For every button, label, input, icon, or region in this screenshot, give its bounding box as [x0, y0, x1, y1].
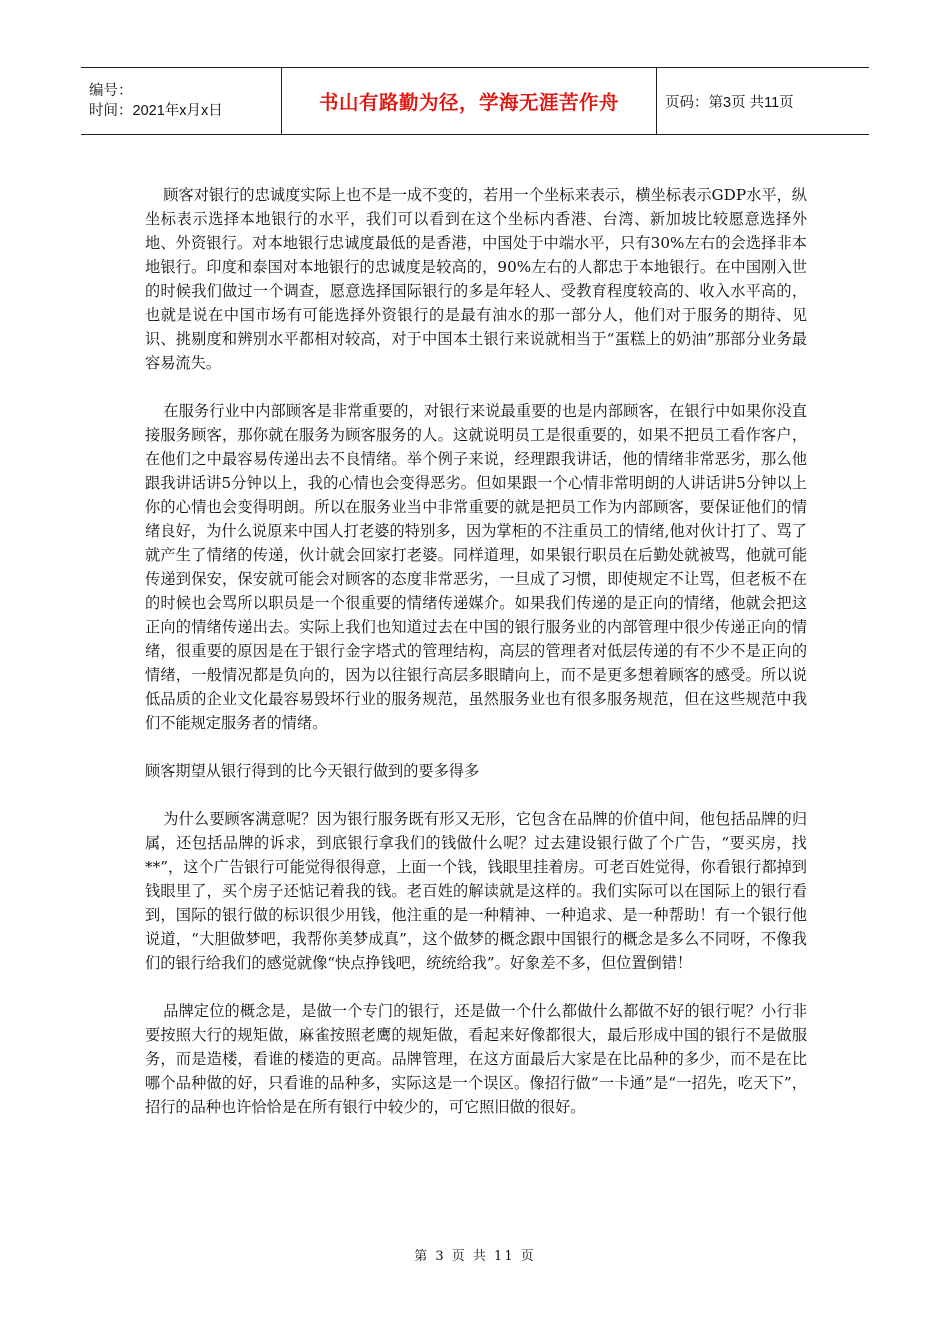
header-info-cell — [81, 68, 281, 134]
paragraph-customer-loyalty: 顾客对银行的忠诚度实际上也不是一成不变的，若用一个坐标来表示，横坐标表示GDP水平，纵坐标表示选择本地银行的水平，我们可以看到在这个坐标内香港、台湾、新加坡比较愿意选择外地、外资银行。对本地银行忠诚度最低的是香港，中国处于中端水平，只有30%左右的会选择非本地银行。印度和泰国对本地银行的忠诚度是较高的，90%左右的人都忠于本地银行。在中国刚入世的时候我们做过一个调查，愿意选择国际银行的多是年轻人、受教育程度较高的、收入水平高的，也就是说在中国市场有可能选择外资银行的是最有油水的那一部分人，他们对于服务的期待、见识、挑剔度和辨别水平都相对较高，对于中国本土银行来说就相当于“蛋糕上的奶油”那部分业务最容易流失。 — [145, 186, 807, 372]
header-page-number: 页码：第3页 共11页 — [665, 94, 794, 111]
section-heading: 顾客期望从银行得到的比今天银行做到的要多得多 — [145, 762, 480, 780]
document-header — [81, 67, 869, 135]
page-footer: 第 3 页 共 11 页 — [414, 1249, 536, 1264]
paragraph-brand-positioning: 品牌定位的概念是，是做一个专门的银行，还是做一个什么都做什么都做不好的银行呢？小行非要按照大行的规矩做，麻雀按照老鹰的规矩做，看起来好像都很大，最后形成中国的银行不是做服务，而是造楼，看谁的楼造的更高。品牌管理，在这方面最后大家是在比品种的多少，而不是在比哪个品种做的好，只看谁的品种多，实际这是一个误区。像招行做“一卡通”是“一招先，吃天下”，招行的品种也许恰恰是在所有银行中较少的，可它照旧做的很好。 — [145, 1002, 807, 1116]
paragraph-internal-customers: 在服务行业中内部顾客是非常重要的，对银行来说最重要的也是内部顾客，在银行中如果你没直接服务顾客，那你就在服务为顾客服务的人。这就说明员工是很重要的，如果不把员工看作客户，在他们之中最容易传递出去不良情绪。举个例子来说，经理跟我讲话，他的情绪非常恶劣，那么他跟我讲话讲5分钟以上，我的心情也会变得恶劣。但如果跟一个心情非常明朗的人讲话讲5分钟以上你的心情也会变得明朗。所以在服务业当中非常重要的就是把员工作为内部顾客，要保证他们的情绪良好，为什么说原来中国人打老婆的特别多，因为掌柜的不注重员工的情绪,他对伙计打了、骂了就产生了情绪的传递，伙计就会回家打老婆。同样道理，如果银行职员在后勤处就被骂，他就可能传递到保安，保安就可能会对顾客的态度非常恶劣，一旦成了习惯，即使规定不让骂，但老板不在的时候也会骂所以职员是一个很重要的情绪传递媒介。如果我们传递的是正向的情绪，他就会把这正向的情绪传递出去。实际上我们也知道过去在中国的银行服务业的内部管理中很少传递正向的情绪，很重要的原因是在于银行金字塔式的管理结构，高层的管理者对低层传递的有不少不是正向的情绪，一般情况都是负向的，因为以往银行高层多眼睛向上，而不是更多想着顾客的感受。所以说低品质的企业文化最容易毁坏行业的服务规范，虽然服务业也有很多服务规范，但在这些规范中我们不能规定服务者的情绪。 — [145, 402, 807, 732]
header-motto: 书山有路勤为径，学海无涯苦作舟 — [318, 91, 619, 114]
serial-number-label: 编号： — [89, 83, 133, 99]
header-motto-cell — [281, 68, 657, 134]
date-label: 时间：2021年x月x日 — [89, 103, 223, 119]
header-page-cell — [657, 68, 869, 134]
document-body — [145, 183, 807, 1143]
paragraph-customer-satisfaction: 为什么要顾客满意呢？因为银行服务既有形又无形，它包含在品牌的价值中间，他包括品牌的归属，还包括品牌的诉求，到底银行拿我们的钱做什么呢？过去建设银行做了个广告，“要买房，找**”，这个广告银行可能觉得很得意，上面一个钱，钱眼里挂着房。可老百姓觉得，你看银行都掉到钱眼里了，买个房子还惦记着我的钱。老百姓的解读就是这样的。我们实际可以在国际上的银行看到，国际的银行做的标识很少用钱，他注重的是一种精神、一种追求、是一种帮助！有一个银行他说道，“大胆做梦吧，我帮你美梦成真”，这个做梦的概念跟中国银行的概念是多么不同呀，不像我们的银行给我们的感觉就像“快点挣钱吧，统统给我”。好象差不多，但位置倒错！ — [145, 810, 807, 972]
